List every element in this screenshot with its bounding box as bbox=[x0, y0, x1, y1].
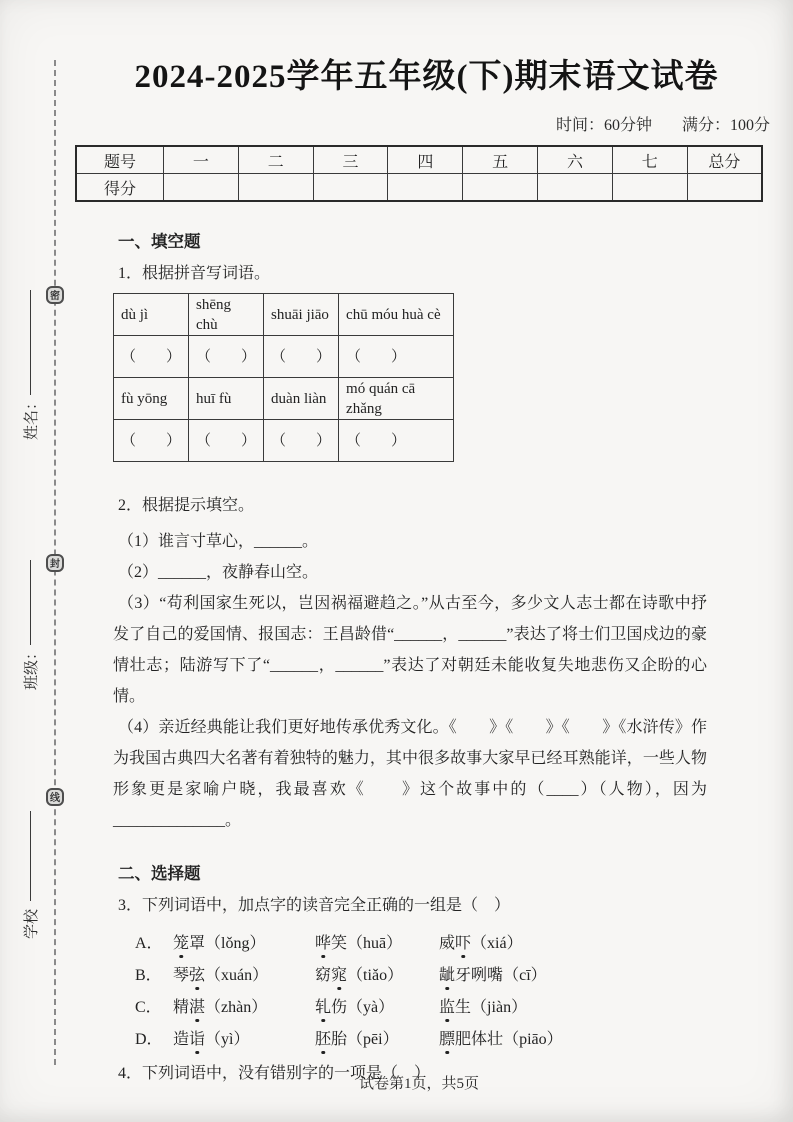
score-cell-7[interactable] bbox=[612, 174, 687, 202]
class-blank[interactable] bbox=[30, 560, 31, 645]
question-column-7: 七 bbox=[612, 146, 687, 174]
q3-stem: 3．下列词语中，加点字的读音完全正确的一组是（ ） bbox=[118, 897, 511, 914]
q1-stem: 1．根据拼音写词语。 bbox=[118, 265, 271, 282]
q2-stem: 2．根据提示填空。 bbox=[118, 497, 255, 514]
q3-option-word: 监生（jiàn） bbox=[439, 999, 528, 1016]
option-letter: B． bbox=[135, 967, 162, 984]
q3-option-word: 龇牙咧嘴（cī） bbox=[439, 967, 547, 984]
score-cell-4[interactable] bbox=[388, 174, 463, 202]
question-column-6: 六 bbox=[538, 146, 613, 174]
pinyin-word: mó quán cā zhǎng bbox=[339, 378, 454, 420]
pinyin-answer-cell[interactable]: （ ） bbox=[339, 336, 454, 378]
question-column-5: 五 bbox=[463, 146, 538, 174]
question-column-4: 四 bbox=[388, 146, 463, 174]
pinyin-table bbox=[113, 293, 454, 462]
section-one-heading: 一、填空题 bbox=[118, 232, 201, 251]
q3-option-word: 膘肥体壮（piāo） bbox=[439, 1031, 563, 1048]
pinyin-word: duàn liàn bbox=[264, 378, 339, 420]
score-cell-5[interactable] bbox=[463, 174, 538, 202]
q3-option-word: 精湛（zhàn） bbox=[173, 999, 268, 1016]
section-two-heading: 二、选择题 bbox=[118, 864, 201, 883]
q3-option-A[interactable] bbox=[135, 928, 707, 960]
paper-title: 2024-2025学年五年级(下)期末语文试卷 bbox=[134, 59, 719, 95]
paper-meta bbox=[556, 112, 770, 135]
q4-stem: 4．下列词语中，没有错别字的一项是（ ） bbox=[118, 1065, 431, 1082]
seal-badge-feng: 封 bbox=[46, 554, 64, 572]
pinyin-answer-cell[interactable]: （ ） bbox=[339, 420, 454, 462]
seal-badge-mi: 密 bbox=[46, 286, 64, 304]
q2-item-4: （4）亲近经典能让我们更好地传承优秀文化。《 》《 》《 》《水浒传》作为我国古典四大名著有着独特的魅力，其中很多故事大家早已经耳熟能详，一些人物形象更是家喻户晓，我最喜欢《 》这个故事中的（____）（人物），因为______________。 bbox=[113, 719, 707, 829]
pinyin-word: fù yōng bbox=[114, 378, 189, 420]
pinyin-answer-cell[interactable]: （ ） bbox=[264, 420, 339, 462]
q3-option-word: 胚胎（pēi） bbox=[315, 1031, 399, 1048]
q3-option-word: 琴弦（xuán） bbox=[173, 967, 269, 984]
q3-option-D[interactable] bbox=[135, 1024, 707, 1056]
q3-option-word: 哗笑（huā） bbox=[315, 935, 403, 952]
q3-option-B[interactable] bbox=[135, 960, 707, 992]
q2-items bbox=[113, 526, 707, 836]
student-name-label: 姓名： bbox=[23, 394, 40, 440]
seal-badge-xian: 线 bbox=[46, 788, 64, 806]
pinyin-answer-row bbox=[114, 420, 454, 462]
q3-option-word: 窈窕（tiǎo） bbox=[315, 967, 404, 984]
q2-item-3: （3）“苟利国家生死以，岂因祸福避趋之。”从古至今，多少文人志士都在诗歌中抒发了自己的爱国情、报国志：王昌龄借“______，______”表达了将士们卫国戍边的豪情壮志；陆游写下了“______，______”表达了对朝廷未能收复失地悲伤又企盼的心情。 bbox=[113, 595, 707, 705]
q2-item-1: （1）谁言寸草心，______。 bbox=[118, 533, 319, 550]
question-column-8: 总分 bbox=[687, 146, 762, 174]
time-limit-label: 时间：60分钟 bbox=[555, 117, 652, 134]
question-column-2: 二 bbox=[238, 146, 313, 174]
score-cell-8[interactable] bbox=[687, 174, 762, 202]
question-number-label: 题号 bbox=[76, 146, 164, 174]
score-table bbox=[75, 145, 763, 202]
q3-option-C[interactable] bbox=[135, 992, 707, 1024]
paper-content bbox=[113, 232, 707, 1084]
pinyin-word: shuāi jiāo bbox=[264, 294, 339, 336]
pinyin-word: shēng chù bbox=[189, 294, 264, 336]
class-label: 班级： bbox=[23, 644, 40, 690]
option-letter: C． bbox=[135, 999, 162, 1016]
school-label: 学校 bbox=[23, 908, 40, 939]
pinyin-word: dù jì bbox=[114, 294, 189, 336]
q3-option-word: 造诣（yì） bbox=[173, 1031, 250, 1048]
q3-option-word: 轧伤（yà） bbox=[315, 999, 395, 1016]
pinyin-word: huī fù bbox=[189, 378, 264, 420]
q3-option-word: 笼罩（lǒng） bbox=[173, 935, 266, 952]
score-label: 得分 bbox=[76, 174, 164, 202]
pinyin-answer-cell[interactable]: （ ） bbox=[189, 420, 264, 462]
q3-options bbox=[135, 928, 707, 1056]
school-field bbox=[19, 811, 41, 939]
class-field bbox=[19, 560, 41, 690]
score-cell-1[interactable] bbox=[164, 174, 239, 202]
pinyin-word-row bbox=[114, 378, 454, 420]
pinyin-word-row bbox=[114, 294, 454, 336]
score-cell-6[interactable] bbox=[538, 174, 613, 202]
full-score-label: 满分：100分 bbox=[681, 117, 770, 134]
q3-option-word: 威吓（xiá） bbox=[439, 935, 523, 952]
option-letter: D． bbox=[135, 1031, 163, 1048]
pinyin-word: chū móu huà cè bbox=[339, 294, 454, 336]
question-column-3: 三 bbox=[313, 146, 388, 174]
question-column-1: 一 bbox=[164, 146, 239, 174]
student-name-field bbox=[19, 290, 41, 440]
pinyin-answer-cell[interactable]: （ ） bbox=[189, 336, 264, 378]
student-name-blank[interactable] bbox=[30, 290, 31, 395]
score-table-score-row bbox=[76, 174, 762, 202]
option-letter: A． bbox=[135, 935, 163, 952]
score-table-header-row bbox=[76, 146, 762, 174]
pinyin-answer-cell[interactable]: （ ） bbox=[114, 420, 189, 462]
q2-item-2: （2）______，夜静春山空。 bbox=[118, 564, 319, 581]
page-footer: 试卷第1页，共5页 bbox=[358, 1076, 479, 1092]
school-blank[interactable] bbox=[30, 811, 31, 901]
score-cell-3[interactable] bbox=[313, 174, 388, 202]
pinyin-answer-row bbox=[114, 336, 454, 378]
pinyin-answer-cell[interactable]: （ ） bbox=[114, 336, 189, 378]
pinyin-answer-cell[interactable]: （ ） bbox=[264, 336, 339, 378]
score-cell-2[interactable] bbox=[238, 174, 313, 202]
